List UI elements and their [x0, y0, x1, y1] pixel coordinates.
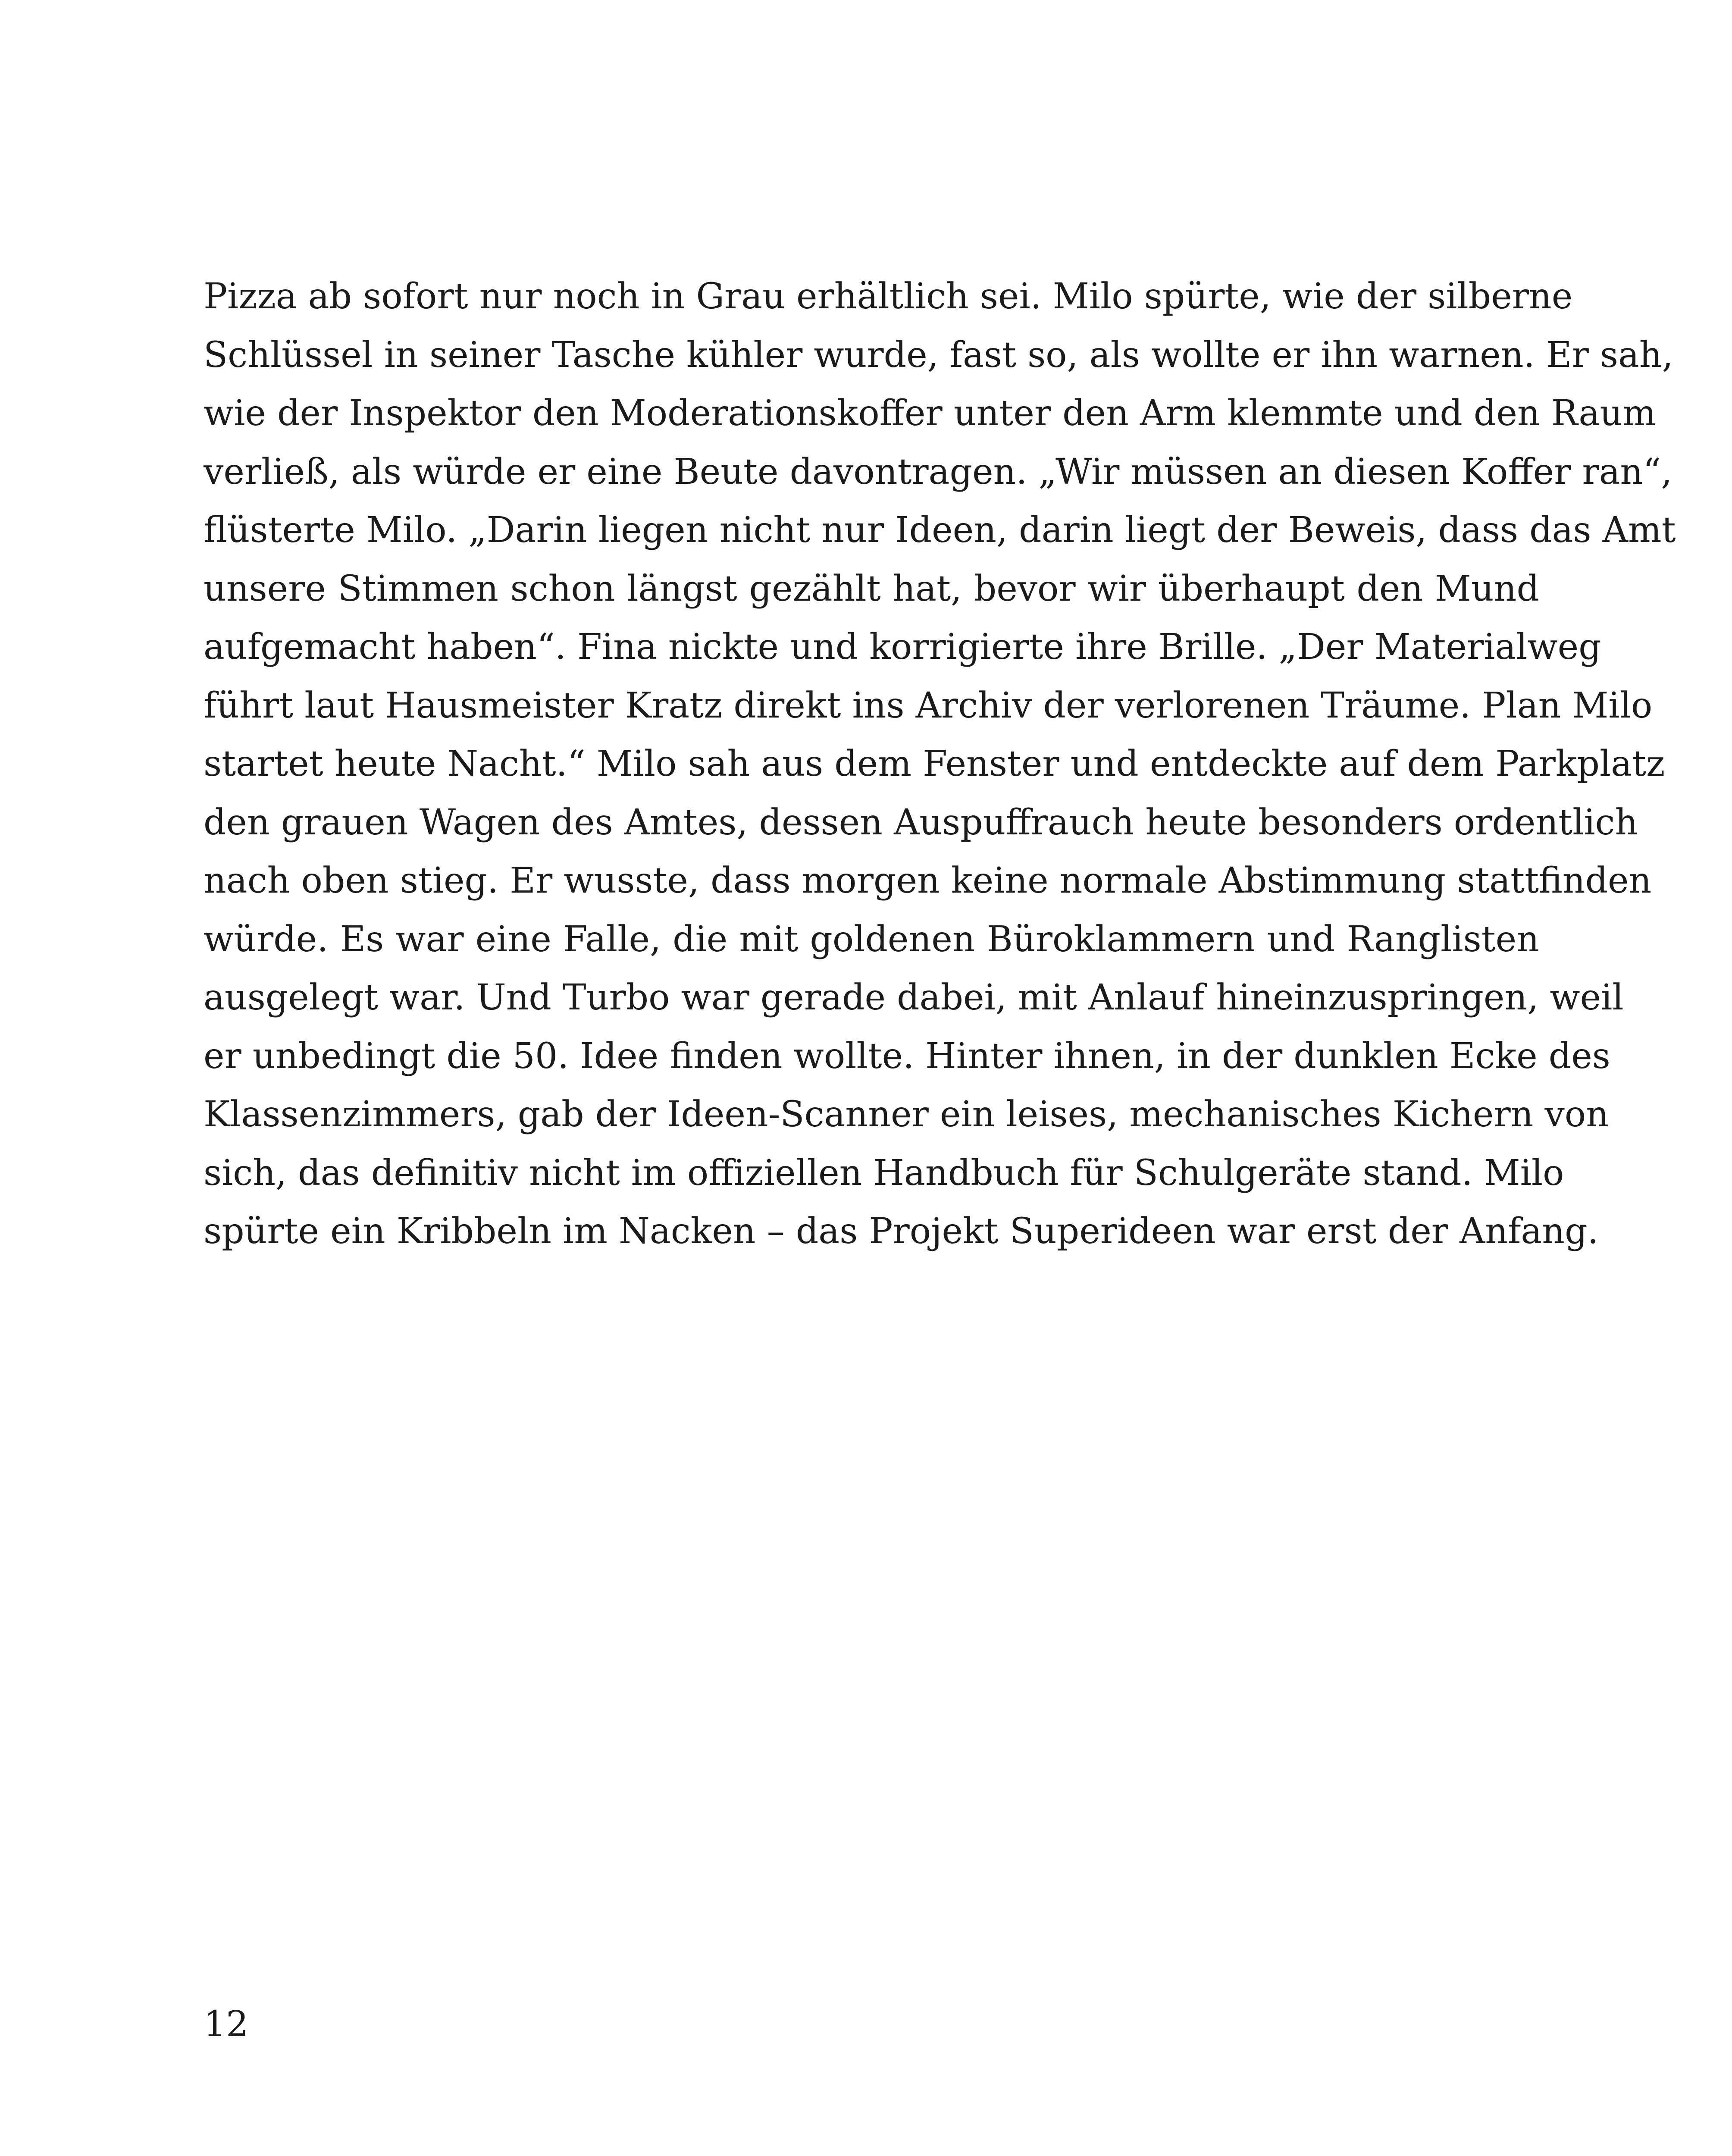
text-line: aufgemacht haben“. Fina nickte und korrigierte ihre Brille. „Der Materialweg	[204, 627, 1601, 667]
body-paragraph	[204, 267, 1676, 1261]
text-line: ausgelegt war. Und Turbo war gerade dabei, mit Anlauf hineinzuspringen, weil	[204, 977, 1624, 1018]
text-line: wie der Inspektor den Moderationskoffer unter den Arm klemmte und den Raum	[204, 393, 1656, 434]
text-line: spürte ein Kribbeln im Nacken – das Projekt Superideen war erst der Anfang.	[204, 1211, 1599, 1252]
text-line: führt laut Hausmeister Kratz direkt ins Archiv der verlorenen Träume. Plan Milo	[204, 685, 1653, 726]
text-line: Klassenzimmers, gab der Ideen-Scanner ein leises, mechanisches Kichern von	[204, 1094, 1609, 1135]
text-line: verließ, als würde er eine Beute davontragen. „Wir müssen an diesen Koffer ran“,	[204, 451, 1672, 492]
text-line: flüsterte Milo. „Darin liegen nicht nur Ideen, darin liegt der Beweis, dass das Amt	[204, 510, 1676, 551]
text-line: unsere Stimmen schon längst gezählt hat, bevor wir überhaupt den Mund	[204, 568, 1539, 609]
text-line: er unbedingt die 50. Idee finden wollte. Hinter ihnen, in der dunklen Ecke des	[204, 1035, 1610, 1077]
text-line: Schlüssel in seiner Tasche kühler wurde, fast so, als wollte er ihn warnen. Er sah,	[204, 334, 1673, 376]
text-line: nach oben stieg. Er wusste, dass morgen keine normale Abstimmung stattfinden	[204, 860, 1652, 901]
text-line: Pizza ab sofort nur noch in Grau erhältlich sei. Milo spürte, wie der silberne	[204, 276, 1573, 317]
text-line: sich, das definitiv nicht im offiziellen Handbuch für Schulgeräte stand. Milo	[204, 1152, 1564, 1194]
text-line: würde. Es war eine Falle, die mit goldenen Büroklammern und Ranglisten	[204, 918, 1539, 960]
text-line: startet heute Nacht.“ Milo sah aus dem Fenster und entdeckte auf dem Parkplatz	[204, 743, 1665, 784]
text-line: den grauen Wagen des Amtes, dessen Auspuffrauch heute besonders ordentlich	[204, 802, 1638, 843]
page-number: 12	[204, 2004, 249, 2045]
